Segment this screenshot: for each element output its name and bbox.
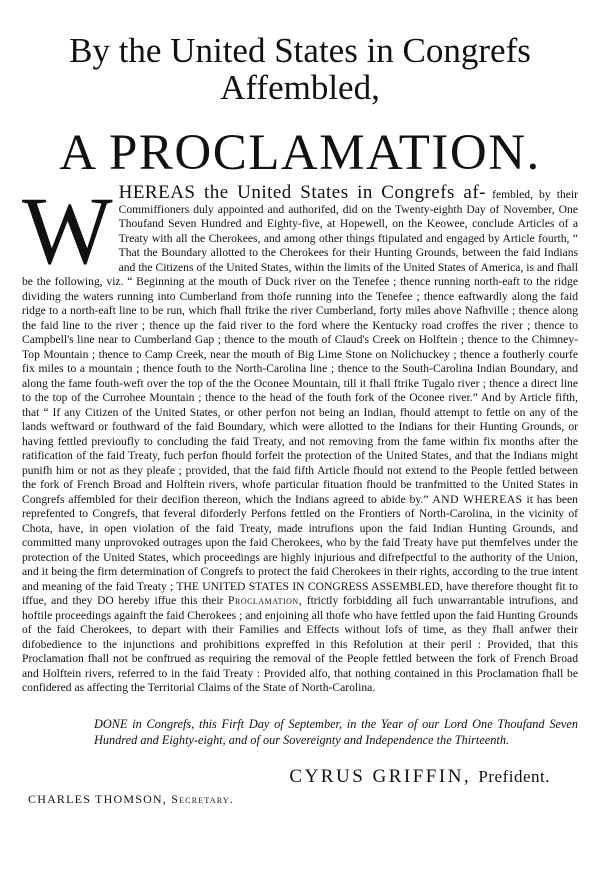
body-paragraph-2: it has been reprefented to Congrefs, that feveral diforderly Perfons fettled on the Frontiers of North-Carolina, in the vicinity of Chota, have, in open violation of the faid Treaty, made intrufions upon the faid Indian Hunting Grounds, and committed many unprovoked outrages upon the faid Cherokees, who by the faid Treaty have put themfelves under the protection of the United States, which proceedings are highly injurious and difrefpectful to the authority of the Union, and it being the firm determination of Congrefs to protect the faid Cherokees in their rights, according to the true intent and meaning of the faid Treaty ; THE UNITED STATES IN CONGRESS ASSEMBLED, have therefore thought fit to iffue, and they DO hereby iffue this their: [22, 492, 578, 607]
header-line-1: By the United States in Congrefs: [69, 31, 531, 70]
header-line-2: Affembled,: [220, 68, 380, 107]
proclamation-word: Proclamation,: [228, 594, 303, 607]
body-paragraph-1: fembled, by their Commiffioners duly appointed and authorifed, did on the Twenty-eighth Day of November, One Thoufand Seven Hundred and Eighty-five, at Hopewell, on the Keowee, conclude Articles of a Treaty with all the Cherokees, and among other things ftipulated and engaged by Article fourth, “ That the Boundary allotted to the Cherokees for their Hunting Grounds, between the faid Indians and the Citizens of the United States, within the limits of the United States of America, is and fhall be the following, viz. “ Beginning at the mouth of Duck river on the Tenefee ; thence running north-eaft to the ridge dividing the waters running into Cumberland from thofe running into the Tenefee ; thence eaftwardly along the faid ridge to a north-eaft line to be run, which fhall ftrike the river Cumberland, forty miles above Nafhville ; thence along the faid line to the river ; thence up the faid river to the ford where the Kentucky road croffes the river ; thence to Campbell's line near to Cumberland Gap ; thence to the mouth of Claud's Creek on Holftein ; thence to the Chimney-Top Mountain ; thence to Camp Creek, near the mouth of Big Lime Stone on Nolichuckey ; thence a foutherly courfe fix miles to a mountain ; thence fouth to the North-Carolina line ; thence to the South-Carolina Indian Boundary, and along the fame fouth-weft over the top of the the Oconee Mountain, till it fhall ftrike Tugalo river ; thence a direct line to the top of the Currohee Mountain ; thence to the head of the fouth fork of the Oconee river.” And by Article fifth, that “ If any Citizen of the United States, or other perfon not being an Indian, fhould attempt to fettle on any of the lands weftward or fouthward of the faid Boundary, which were allotted to the Indians for their Hunting Grounds, or having fettled previoufly to concluding the faid Treaty, and not removing from the fame within fix months after the ratification of the faid Treaty, fuch perfon fhould forfeit the protection of the United States, and that the Indians might punifh him or not as they pleafe ; provided, that the faid fifth Article fhould not extend to the People fettled between the fork of French Broad and Holftein rivers, whofe particular fituation fhould be tranfmitted to the United States in Congrefs affembled for their decifion thereon, which the Indians agreed to abide by.”: [22, 188, 578, 506]
president-title: Prefident.: [478, 766, 550, 786]
body-paragraph-3: ftrictly forbidding all fuch unwarrantable intrufions, and hoftile proceedings againft the faid Cherokees ; and enjoining all thofe who have fettled upon the faid Hunting Grounds of the faid Cherokees, to depart with their Families and Effects without lofs of time, as they fhall anfwer their difobedience to the injunctions and prohibitions expreffed in this Refolution at their peril : Provided, that this Proclamation fhall not be conftrued as requiring the removal of the People fettled between the fork of French Broad and Holftein rivers, referred to in the faid Treaty : Provided alfo, that nothing contained in this Proclamation fhall be confidered as affecting the Territorial Claims of the State of North-Carolina.: [22, 594, 579, 694]
president-signature: [22, 766, 578, 788]
and-whereas-label: AND WHEREAS: [432, 492, 523, 506]
proclamation-title: A PROCLAMATION.: [59, 125, 541, 181]
drop-cap: W: [22, 177, 113, 284]
secretary-title: Secretary.: [171, 791, 235, 806]
secretary-signature: [22, 792, 578, 807]
secretary-name: CHARLES THOMSON,: [28, 791, 167, 806]
proclamation-body: [22, 177, 579, 696]
president-name: CYRUS GRIFFIN,: [289, 765, 472, 787]
done-in-congress: DONE in Congrefs, this Firft Day of September, in the Year of our Lord One Thoufand Seven Hundred and Eighty-eight, and of our Sovereignty and Independence the Thirteenth.: [94, 716, 578, 747]
intro-caps: HEREAS the United States in Congrefs af-: [118, 182, 486, 203]
